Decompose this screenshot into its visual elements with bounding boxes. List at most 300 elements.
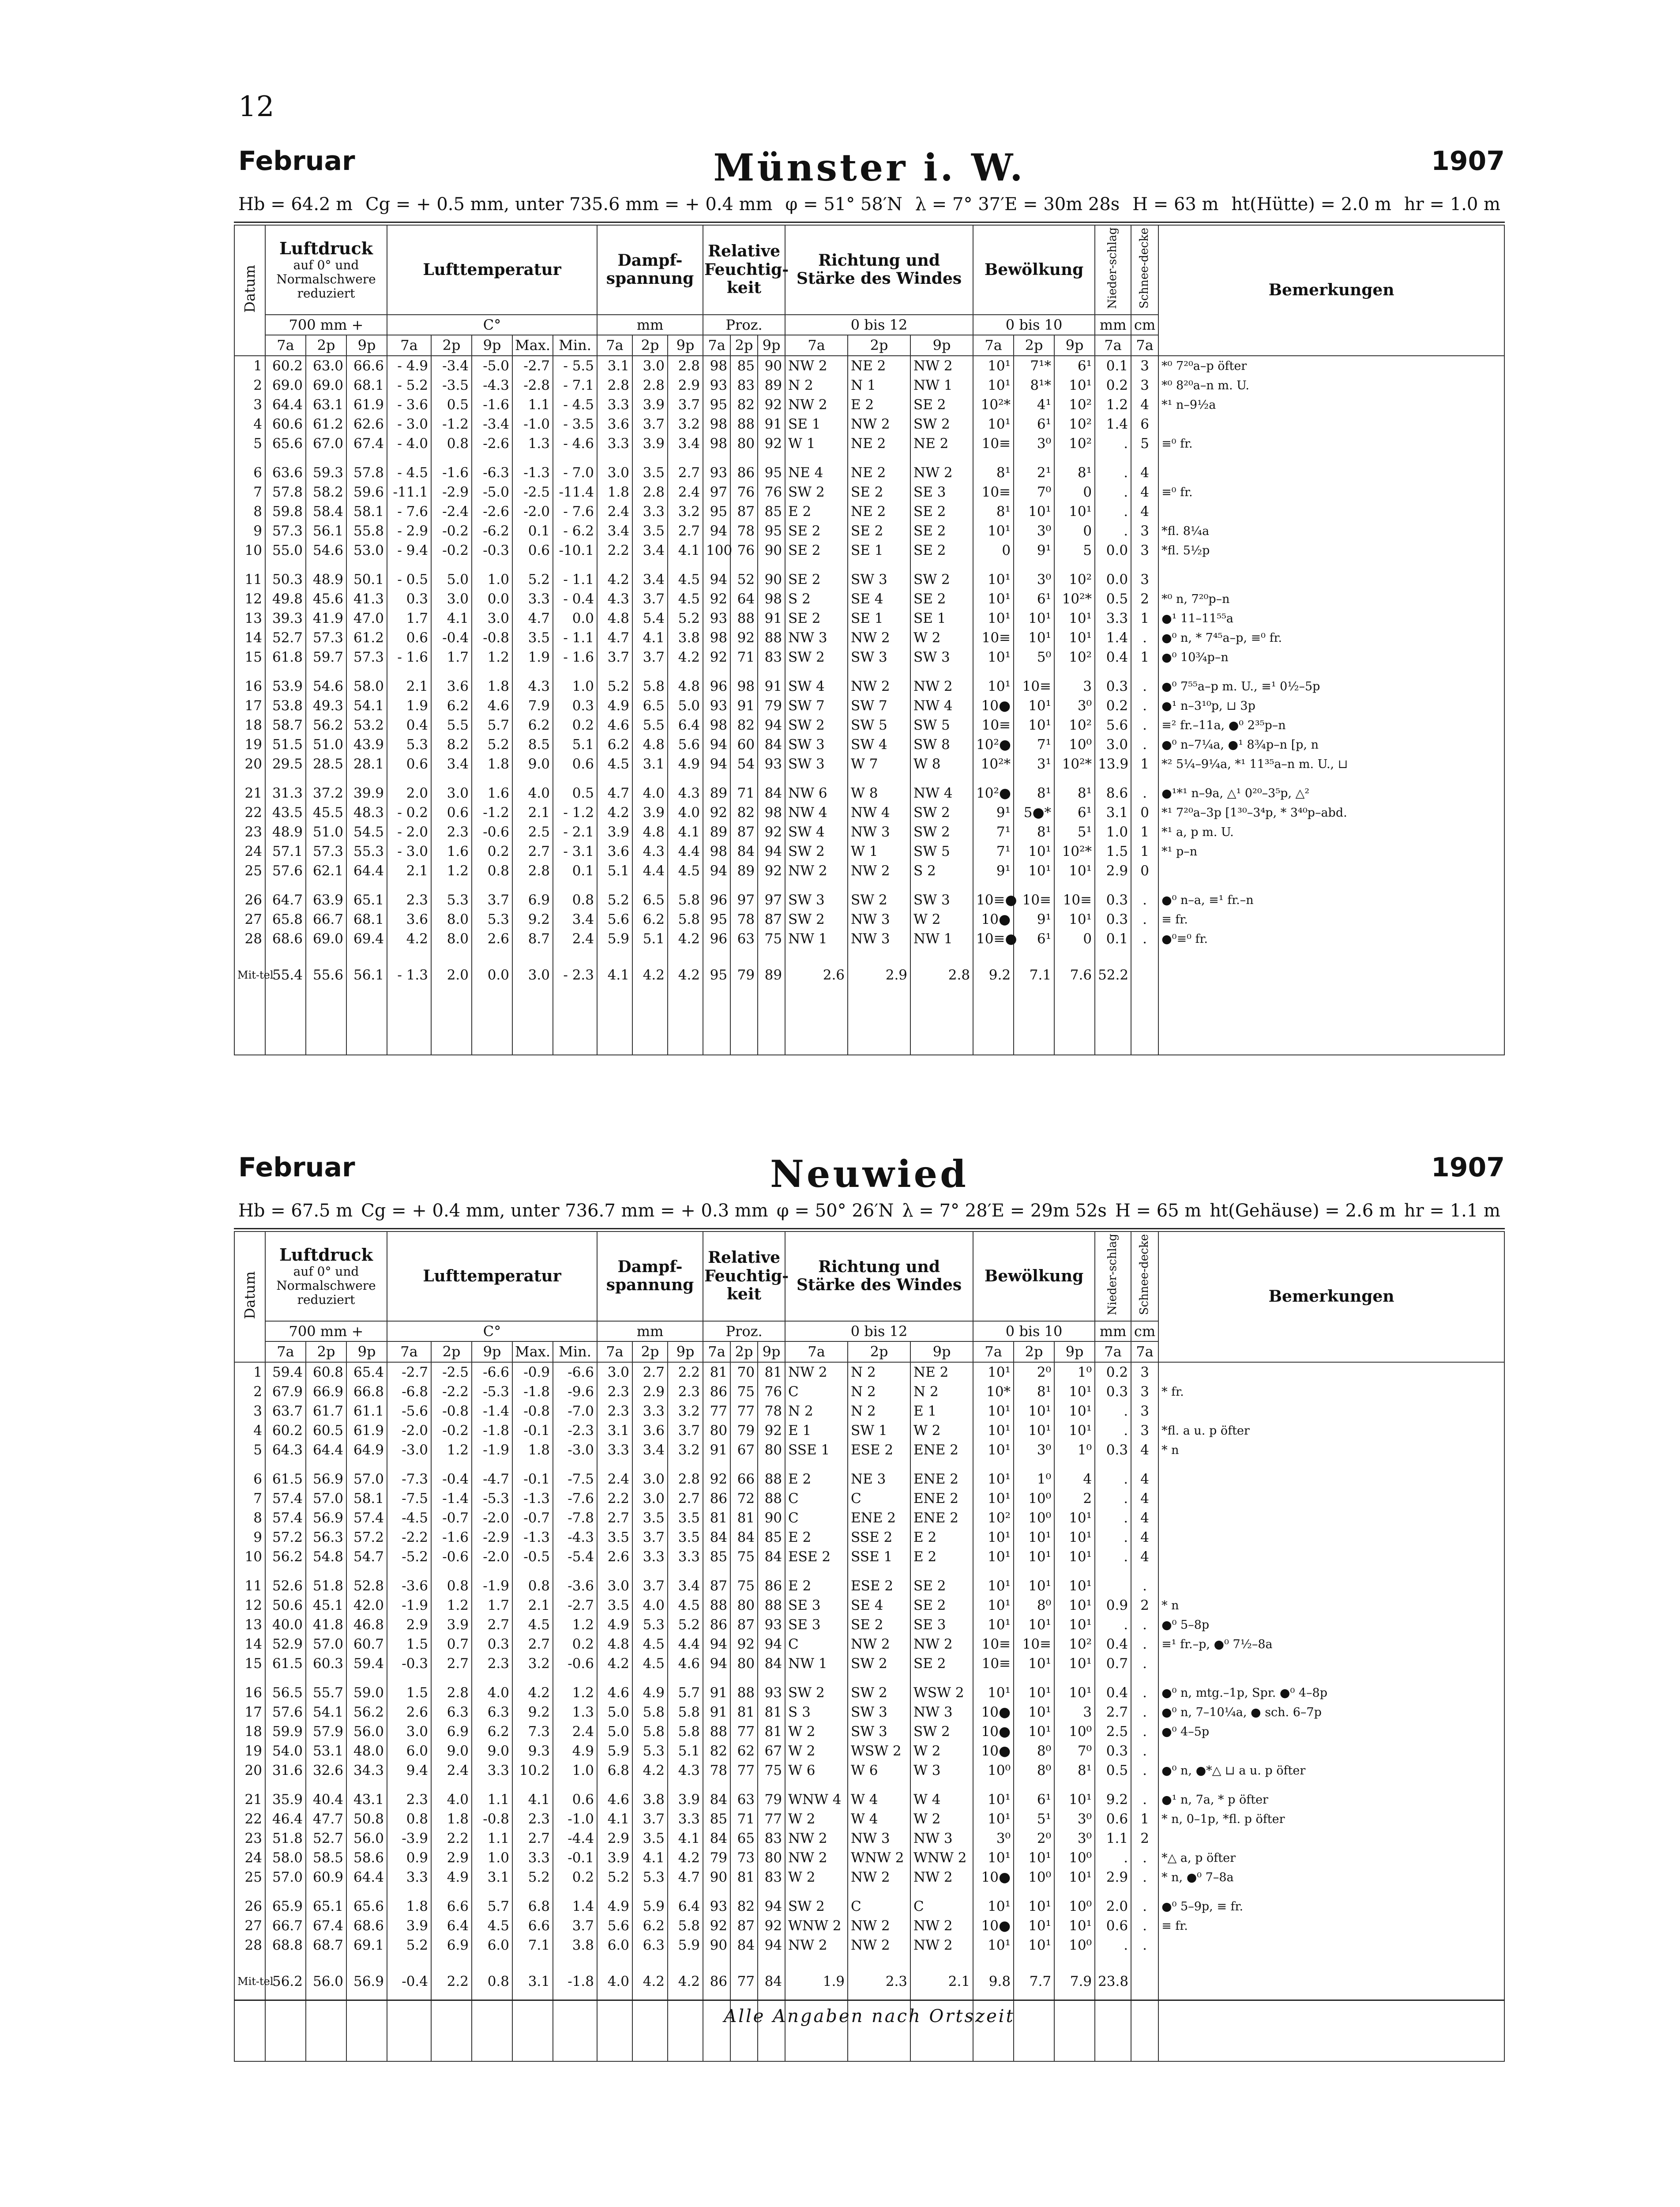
table-cell: 5.2 xyxy=(597,881,632,910)
table-cell: 1⁰ xyxy=(1054,1440,1095,1460)
table-cell: 3.5 xyxy=(597,1596,632,1615)
table-cell: -0.6 xyxy=(553,1654,597,1673)
table-cell: 8¹ xyxy=(1014,822,1054,842)
table-cell: 3.7 xyxy=(632,1528,668,1547)
row-date: 1 xyxy=(234,1362,265,1382)
table-cell: 2⁰ xyxy=(1014,1362,1054,1382)
table-cell: 96 xyxy=(703,929,730,949)
table-cell: 93 xyxy=(758,1615,785,1635)
table-cell: 70 xyxy=(730,1362,758,1382)
obs-time-label: 2p xyxy=(431,335,472,356)
table-cell: 6.6 xyxy=(512,1916,553,1936)
obs-time-label: 2p xyxy=(848,1341,910,1362)
table-cell: 54.0 xyxy=(265,1741,306,1761)
table-cell: 3⁰ xyxy=(1014,1440,1054,1460)
table-cell: - 4.0 xyxy=(387,434,431,453)
table-cell: W 2 xyxy=(785,1868,848,1887)
table-cell: 10* xyxy=(973,1382,1014,1401)
table-cell: N 2 xyxy=(785,376,848,395)
table-cell: 1 xyxy=(1131,754,1158,774)
table-cell: 10¹ xyxy=(973,1528,1014,1547)
table-cell: 10⁰ xyxy=(1054,1848,1095,1868)
table-cell: 96 xyxy=(703,667,730,696)
table-cell: 9.2 xyxy=(1095,1780,1131,1809)
table-cell: 10¹ xyxy=(1014,1936,1054,1955)
table-cell: 10¹ xyxy=(973,1547,1014,1567)
table-cell xyxy=(1158,414,1504,434)
table-cell: 2.4 xyxy=(597,1460,632,1489)
table-cell: 53.0 xyxy=(346,541,387,560)
table-cell: 1.1 xyxy=(1095,1829,1131,1848)
table-cell: 85 xyxy=(758,502,785,521)
table-cell: -0.4 xyxy=(431,628,472,648)
table-cell: 10¹ xyxy=(1014,696,1054,716)
table-cell: -1.9 xyxy=(472,1567,512,1596)
table-cell: NW 4 xyxy=(848,803,910,822)
table-cell: 63.0 xyxy=(306,356,346,376)
mittel-row xyxy=(234,1955,1504,1995)
table-cell: 2.8 xyxy=(668,356,703,376)
mittel-cell: 23.8 xyxy=(1095,1955,1131,1995)
row-date: 23 xyxy=(234,1829,265,1848)
table-cell: 66.6 xyxy=(346,356,387,376)
table-row xyxy=(234,560,1504,589)
table-cell: SE 2 xyxy=(848,1615,910,1635)
table-cell: ●⁰ n–a, ≡¹ fr.–n xyxy=(1158,881,1504,910)
table-cell: 2.9 xyxy=(387,1615,431,1635)
table-cell: 3.3 xyxy=(597,1440,632,1460)
table-cell: 10¹ xyxy=(1014,1848,1054,1868)
table-cell: -0.5 xyxy=(512,1547,553,1567)
mittel-cell: 7.7 xyxy=(1014,1955,1054,1995)
table-cell: 69.0 xyxy=(265,376,306,395)
table-row xyxy=(234,1702,1504,1722)
table-row xyxy=(234,1596,1504,1615)
table-row xyxy=(234,822,1504,842)
table-row xyxy=(234,1829,1504,1848)
unit-luftdruck: 700 mm + xyxy=(265,1321,387,1342)
station-metadata xyxy=(234,1201,1505,1229)
table-cell: 10¹ xyxy=(973,376,1014,395)
table-cell: 1 xyxy=(1131,609,1158,628)
table-cell: 0.3 xyxy=(472,1635,512,1654)
table-cell: S 2 xyxy=(910,861,973,881)
table-cell: 6.3 xyxy=(632,1936,668,1955)
mittel-cell: 2.0 xyxy=(431,949,472,988)
obs-time-label: 7a xyxy=(387,335,431,356)
table-cell: 1.8 xyxy=(472,754,512,774)
obs-time-label: 2p xyxy=(306,1341,346,1362)
table-cell: -1.9 xyxy=(387,1596,431,1615)
table-cell xyxy=(1158,1936,1504,1955)
mittel-cell: 2.9 xyxy=(848,949,910,988)
table-cell: 6.2 xyxy=(597,735,632,754)
station-section-neuwied xyxy=(234,1152,1505,2062)
table-cell: ●¹*¹ n–9a, △¹ 0²⁰–3⁵p, △² xyxy=(1158,774,1504,803)
table-cell: 3.1 xyxy=(632,754,668,774)
table-cell: -4.3 xyxy=(472,376,512,395)
table-cell: 10¹ xyxy=(1054,1780,1095,1809)
table-cell: 0.6 xyxy=(553,1780,597,1809)
table-cell: 47.0 xyxy=(346,609,387,628)
table-cell: 37.2 xyxy=(306,774,346,803)
row-date: 28 xyxy=(234,929,265,949)
table-cell xyxy=(1158,1829,1504,1848)
table-cell: 6.2 xyxy=(472,1722,512,1741)
table-cell xyxy=(1158,1741,1504,1761)
row-date: 19 xyxy=(234,735,265,754)
table-cell: 64.4 xyxy=(265,395,306,414)
table-cell: 69.0 xyxy=(306,376,346,395)
table-cell: 1.2 xyxy=(553,1615,597,1635)
table-cell: 98 xyxy=(703,434,730,453)
table-cell: 68.6 xyxy=(346,1916,387,1936)
table-cell: 4.2 xyxy=(387,929,431,949)
table-cell: 3.4 xyxy=(632,541,668,560)
table-cell: 3.0 xyxy=(632,356,668,376)
table-cell xyxy=(1158,1489,1504,1508)
table-cell: 79 xyxy=(730,1421,758,1440)
table-cell: 3.8 xyxy=(632,1780,668,1809)
table-row xyxy=(234,803,1504,822)
table-cell: 3.7 xyxy=(668,395,703,414)
table-cell: 10¹ xyxy=(1014,1615,1054,1635)
table-cell: 3.8 xyxy=(668,628,703,648)
mittel-label: Mit-tel xyxy=(234,949,265,988)
table-cell: 49.3 xyxy=(306,696,346,716)
mittel-cell: 4.2 xyxy=(632,1955,668,1995)
table-cell: -6.2 xyxy=(472,521,512,541)
table-cell: 95 xyxy=(703,395,730,414)
table-cell: 57.3 xyxy=(346,648,387,667)
table-cell: 3.7 xyxy=(553,1916,597,1936)
table-cell: E 2 xyxy=(910,1547,973,1567)
table-cell: 8.7 xyxy=(512,929,553,949)
table-cell: 2.3 xyxy=(597,1401,632,1421)
table-row xyxy=(234,1362,1504,1382)
table-cell: 3.0 xyxy=(597,453,632,482)
table-cell: 2.0 xyxy=(1095,1887,1131,1916)
table-cell: 1.1 xyxy=(472,1829,512,1848)
table-cell: 0.3 xyxy=(1095,881,1131,910)
table-cell: 93 xyxy=(703,453,730,482)
mittel-cell: 84 xyxy=(758,1955,785,1995)
table-cell: -3.6 xyxy=(553,1567,597,1596)
table-cell: - 1.2 xyxy=(553,803,597,822)
table-cell: - 0.2 xyxy=(387,803,431,822)
table-cell: 2.3 xyxy=(597,1382,632,1401)
table-cell: 1.9 xyxy=(512,648,553,667)
table-cell: 6.2 xyxy=(431,696,472,716)
table-cell: 4.2 xyxy=(668,648,703,667)
table-row xyxy=(234,1528,1504,1547)
table-cell xyxy=(1158,1654,1504,1673)
table-cell: -2.0 xyxy=(472,1547,512,1567)
table-cell: 48.9 xyxy=(306,560,346,589)
table-cell: 5.0 xyxy=(597,1702,632,1722)
table-cell: 4.5 xyxy=(668,560,703,589)
table-cell: . xyxy=(1131,929,1158,949)
table-cell: 4.3 xyxy=(512,667,553,696)
table-cell: - 6.2 xyxy=(553,521,597,541)
table-cell: 56.9 xyxy=(306,1508,346,1528)
table-cell: 68.7 xyxy=(306,1936,346,1955)
table-cell: -11.1 xyxy=(387,482,431,502)
table-cell: SE 1 xyxy=(910,609,973,628)
table-cell: 78 xyxy=(730,521,758,541)
table-cell: 57.9 xyxy=(306,1722,346,1741)
table-cell: 56.2 xyxy=(265,1547,306,1567)
table-cell: 46.8 xyxy=(346,1615,387,1635)
table-row xyxy=(234,1809,1504,1829)
row-date: 7 xyxy=(234,482,265,502)
table-cell: 5.7 xyxy=(668,1673,703,1702)
table-cell: 8⁰ xyxy=(1014,1596,1054,1615)
table-cell: 57.1 xyxy=(265,842,306,861)
table-cell: 10≡ xyxy=(973,1654,1014,1673)
table-cell: . xyxy=(1095,1547,1131,1567)
table-cell: 42.0 xyxy=(346,1596,387,1615)
table-cell: 57.2 xyxy=(265,1528,306,1547)
meta-value: Hb = 67.5 m xyxy=(238,1201,353,1221)
table-cell: ●⁰ n, 7–10¼a, ● sch. 6–7p xyxy=(1158,1702,1504,1722)
table-cell: 2.3 xyxy=(668,1382,703,1401)
table-cell: 0 xyxy=(1131,861,1158,881)
table-cell: -0.6 xyxy=(472,822,512,842)
table-cell: SW 3 xyxy=(910,648,973,667)
table-cell: 4.9 xyxy=(431,1868,472,1887)
row-date: 22 xyxy=(234,1809,265,1829)
table-cell: 85 xyxy=(703,1547,730,1567)
table-cell: 4.0 xyxy=(632,1596,668,1615)
table-cell: 56.2 xyxy=(306,716,346,735)
table-cell: 56.5 xyxy=(265,1673,306,1702)
table-cell: 45.1 xyxy=(306,1596,346,1615)
meta-value: λ = 7° 37′E = 30m 28s xyxy=(915,194,1120,215)
table-cell: N 2 xyxy=(785,1401,848,1421)
table-cell xyxy=(1095,1567,1131,1596)
table-cell: 88 xyxy=(703,1596,730,1615)
table-cell: 10² xyxy=(1054,434,1095,453)
table-cell: 81 xyxy=(758,1702,785,1722)
row-date: 6 xyxy=(234,1460,265,1489)
table-cell: -3.4 xyxy=(472,414,512,434)
table-cell: 1 xyxy=(1131,1809,1158,1829)
table-cell: 0.1 xyxy=(553,861,597,881)
table-cell: -7.6 xyxy=(553,1489,597,1508)
table-cell: 52.8 xyxy=(346,1567,387,1596)
mittel-cell: 0.0 xyxy=(472,949,512,988)
table-cell: 35.9 xyxy=(265,1780,306,1809)
table-cell: -7.3 xyxy=(387,1460,431,1489)
table-cell: 2 xyxy=(1131,1596,1158,1615)
table-cell: 10¹ xyxy=(1054,628,1095,648)
table-cell: -5.0 xyxy=(472,482,512,502)
table-cell: 98 xyxy=(758,803,785,822)
spacer-cell xyxy=(306,1995,346,2061)
table-cell: -1.0 xyxy=(512,414,553,434)
row-date: 2 xyxy=(234,1382,265,1401)
table-cell: 5.2 xyxy=(597,667,632,696)
table-cell: 72 xyxy=(730,1489,758,1508)
table-cell: 3.2 xyxy=(668,1401,703,1421)
table-cell: 64.4 xyxy=(346,861,387,881)
spacer-cell xyxy=(265,988,306,1055)
table-cell: ≡ fr. xyxy=(1158,910,1504,929)
table-cell: . xyxy=(1095,434,1131,453)
table-cell xyxy=(1158,1362,1504,1382)
table-cell: 64 xyxy=(730,589,758,609)
table-cell: NW 6 xyxy=(785,774,848,803)
table-cell: 2.4 xyxy=(668,482,703,502)
table-cell: -5.0 xyxy=(472,356,512,376)
table-cell: SE 1 xyxy=(848,609,910,628)
table-cell: *¹ 7²⁰a–3p [1³⁰–3⁴p, * 3⁴⁰p–abd. xyxy=(1158,803,1504,822)
table-cell: 59.8 xyxy=(265,502,306,521)
table-cell: 75 xyxy=(730,1547,758,1567)
table-cell: ESE 2 xyxy=(848,1440,910,1460)
table-cell: SE 2 xyxy=(910,1567,973,1596)
table-cell: . xyxy=(1131,1673,1158,1702)
table-cell: SE 2 xyxy=(848,521,910,541)
mittel-cell xyxy=(1158,949,1504,988)
table-row xyxy=(234,667,1504,696)
table-cell: 45.6 xyxy=(306,589,346,609)
table-cell: 10¹ xyxy=(1014,861,1054,881)
table-cell: -9.6 xyxy=(553,1382,597,1401)
table-cell: 65.1 xyxy=(306,1887,346,1916)
table-cell: 5.2 xyxy=(512,1868,553,1887)
table-cell: 4.2 xyxy=(597,560,632,589)
table-cell xyxy=(1158,453,1504,482)
table-cell: 84 xyxy=(703,1829,730,1848)
row-date: 12 xyxy=(234,589,265,609)
table-cell: ●⁰ n, mtg.–1p, Spr. ●⁰ 4–8p xyxy=(1158,1673,1504,1702)
table-cell: 0.3 xyxy=(1095,667,1131,696)
spacer-cell xyxy=(730,988,758,1055)
table-cell: 84 xyxy=(758,774,785,803)
table-cell: -5.3 xyxy=(472,1382,512,1401)
table-cell: 1 xyxy=(1131,842,1158,861)
table-cell: W 6 xyxy=(785,1761,848,1780)
table-cell: 0 xyxy=(973,541,1014,560)
row-date: 27 xyxy=(234,1916,265,1936)
table-cell: 60.7 xyxy=(346,1635,387,1654)
table-cell: 6¹ xyxy=(1014,929,1054,949)
table-cell: . xyxy=(1095,502,1131,521)
table-cell: 3.3 xyxy=(1095,609,1131,628)
mittel-cell: -1.8 xyxy=(553,1955,597,1995)
table-cell: -6.8 xyxy=(387,1382,431,1401)
table-cell: 10¹ xyxy=(1014,1887,1054,1916)
table-cell: 5.2 xyxy=(597,1868,632,1887)
table-cell: NW 2 xyxy=(910,1936,973,1955)
table-cell: NW 2 xyxy=(848,861,910,881)
table-cell: 4.3 xyxy=(668,1761,703,1780)
table-cell: 2.4 xyxy=(597,502,632,521)
table-cell: SW 3 xyxy=(785,735,848,754)
table-cell: 10¹ xyxy=(1054,1596,1095,1615)
table-cell: 0.3 xyxy=(1095,1741,1131,1761)
table-cell: 5.0 xyxy=(431,560,472,589)
table-cell: 66.8 xyxy=(346,1382,387,1401)
table-cell: 3.6 xyxy=(431,667,472,696)
table-cell: NE 2 xyxy=(910,434,973,453)
table-cell: 0.2 xyxy=(472,842,512,861)
table-cell: 2.7 xyxy=(512,1635,553,1654)
table-cell: 3.3 xyxy=(632,1401,668,1421)
table-cell: 4.1 xyxy=(512,1780,553,1809)
table-row xyxy=(234,861,1504,881)
table-cell: SE 2 xyxy=(785,541,848,560)
obs-time-label: 7a xyxy=(597,1341,632,1362)
table-cell: 10⁰ xyxy=(1054,1887,1095,1916)
table-cell: 10≡ xyxy=(1014,1635,1054,1654)
table-cell: E 1 xyxy=(910,1401,973,1421)
table-cell: 3.4 xyxy=(632,1440,668,1460)
obs-time-label: 7a xyxy=(703,335,730,356)
table-cell: 4.9 xyxy=(597,1887,632,1916)
table-cell: 94 xyxy=(703,861,730,881)
spacer-cell xyxy=(973,988,1014,1055)
table-cell: 1.4 xyxy=(553,1887,597,1916)
table-cell: 60.9 xyxy=(306,1868,346,1887)
row-date: 21 xyxy=(234,774,265,803)
obs-time-label: 9p xyxy=(910,1341,973,1362)
table-cell: 39.9 xyxy=(346,774,387,803)
spacer-cell xyxy=(758,1995,785,2061)
table-cell: 10²* xyxy=(973,754,1014,774)
table-cell: NW 2 xyxy=(910,1635,973,1654)
table-cell: SE 4 xyxy=(848,1596,910,1615)
table-cell: 97 xyxy=(703,482,730,502)
table-cell: 0.5 xyxy=(431,395,472,414)
table-cell: 69.1 xyxy=(346,1936,387,1955)
mittel-cell: 55.4 xyxy=(265,949,306,988)
table-cell: 3.4 xyxy=(431,754,472,774)
table-cell: 56.0 xyxy=(346,1829,387,1848)
section-month: Februar xyxy=(238,1152,355,1183)
table-cell: 8¹ xyxy=(973,502,1014,521)
table-cell: 2.0 xyxy=(387,774,431,803)
table-row xyxy=(234,910,1504,929)
spacer-cell xyxy=(730,1995,758,2061)
table-cell: 4.0 xyxy=(512,774,553,803)
table-cell: 4.7 xyxy=(668,1868,703,1887)
table-cell: NW 3 xyxy=(910,1829,973,1848)
table-cell: 0.2 xyxy=(1095,1362,1131,1382)
table-cell: 2.9 xyxy=(1095,1868,1131,1887)
table-cell: 88 xyxy=(758,628,785,648)
table-cell: 5.6 xyxy=(668,735,703,754)
table-cell: 64.7 xyxy=(265,881,306,910)
table-cell: 67 xyxy=(730,1440,758,1460)
col-bemerkungen: Bemerkungen xyxy=(1158,225,1504,356)
mittel-cell: -0.4 xyxy=(387,1955,431,1995)
table-cell: 10● xyxy=(973,1868,1014,1887)
table-cell: 60.8 xyxy=(306,1362,346,1382)
table-cell: 6.0 xyxy=(472,1936,512,1955)
table-row xyxy=(234,716,1504,735)
table-cell: 4.1 xyxy=(668,541,703,560)
obs-time-label: 7a xyxy=(973,1341,1014,1362)
table-cell xyxy=(1158,560,1504,589)
table-cell: NE 3 xyxy=(848,1460,910,1489)
table-cell: ●¹ n–3¹⁰p, ⊔ 3p xyxy=(1158,696,1504,716)
table-cell: 5.3 xyxy=(632,1615,668,1635)
spacer-cell xyxy=(910,1995,973,2061)
table-cell: . xyxy=(1131,1741,1158,1761)
